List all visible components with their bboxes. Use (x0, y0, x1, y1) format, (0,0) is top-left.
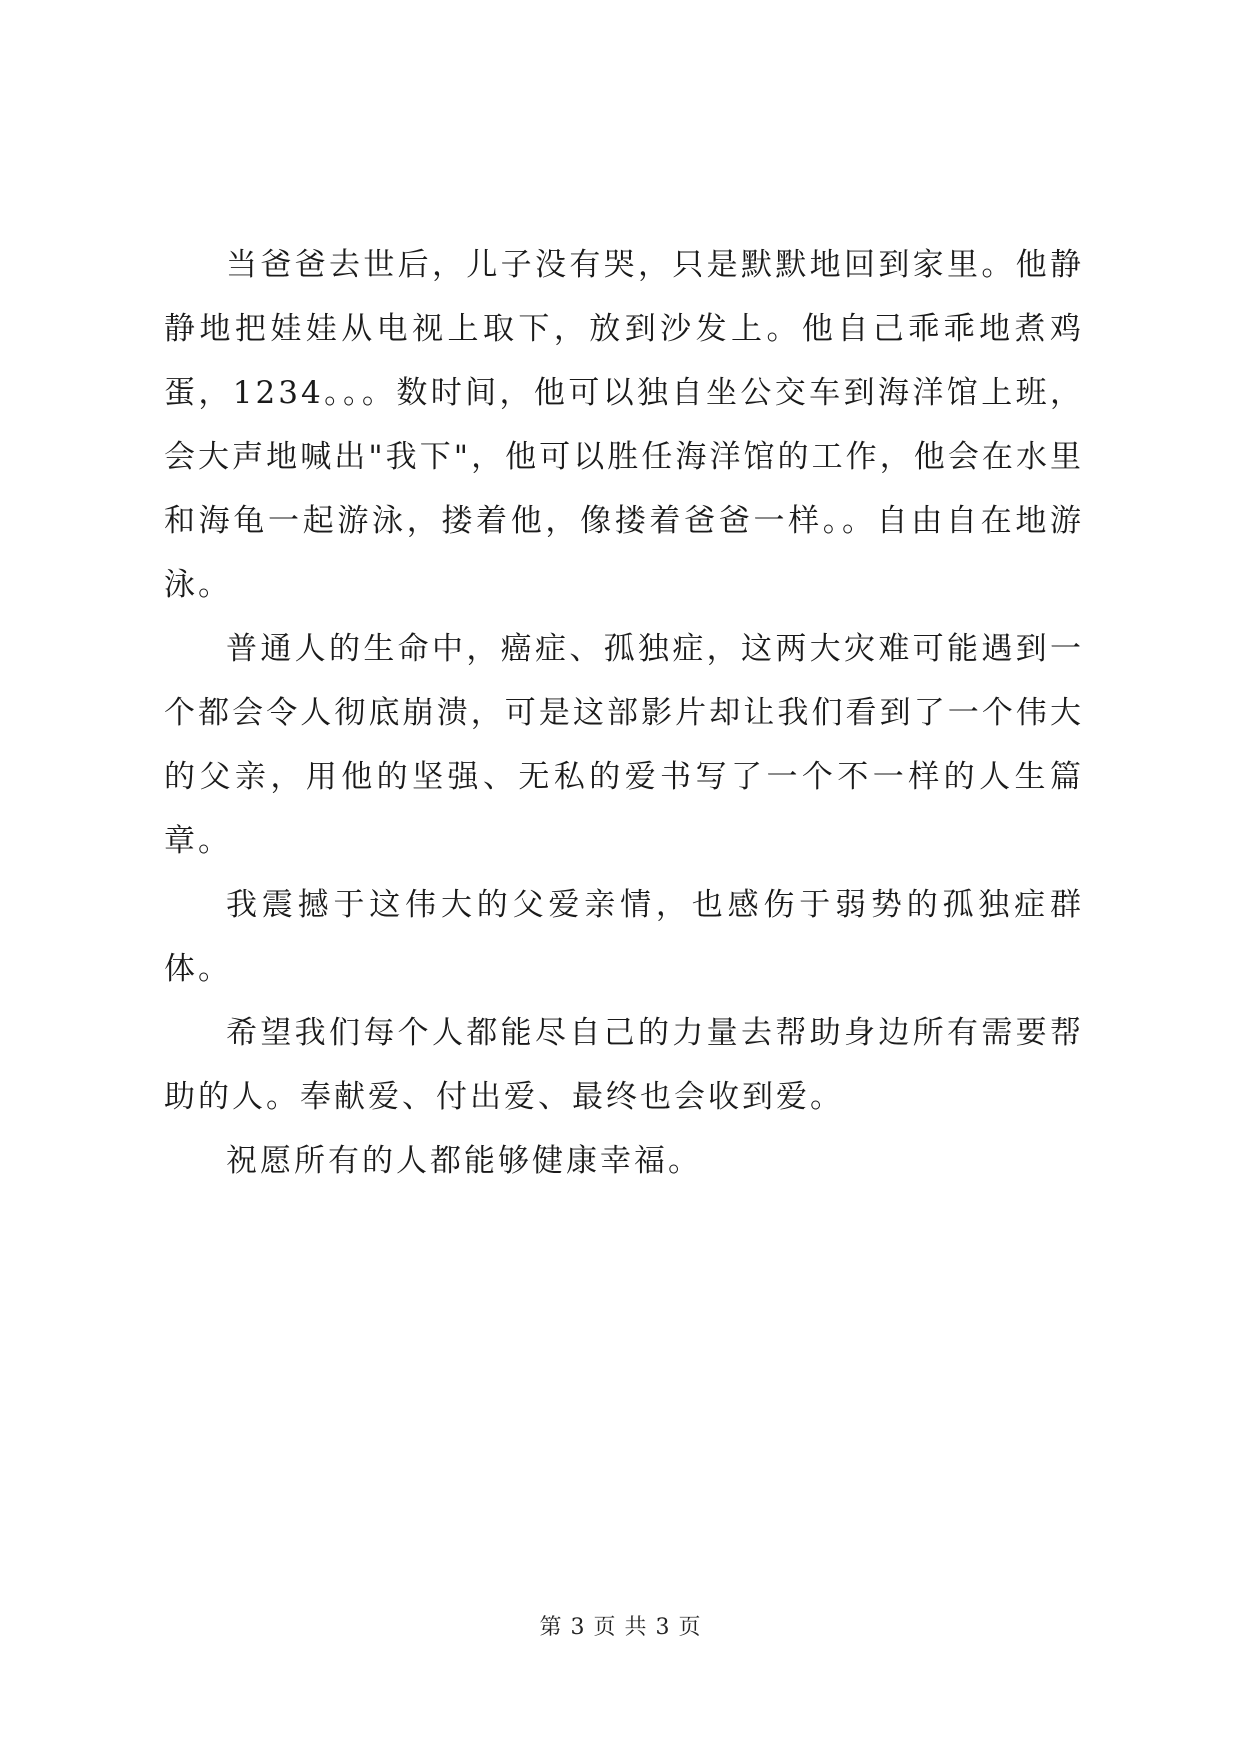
paragraph-1: 当爸爸去世后，儿子没有哭，只是默默地回到家里。他静静地把娃娃从电视上取下，放到沙发上。他自己乖乖地煮鸡蛋，1234。。。数时间，他可以独自坐公交车到海洋馆上班，会大声地喊出"我下"，他可以胜任海洋馆的工作，他会在水里和海龟一起游泳，搂着他，像搂着爸爸一样。。自由自在地游泳。 (164, 247, 1084, 603)
paragraph-4: 希望我们每个人都能尽自己的力量去帮助身边所有需要帮助的人。奉献爱、付出爱、最终也会收到爱。 (164, 1015, 1084, 1115)
paragraph-2: 普通人的生命中，癌症、孤独症，这两大灾难可能遇到一个都会令人彻底崩溃，可是这部影片却让我们看到了一个伟大的父亲，用他的坚强、无私的爱书写了一个不一样的人生篇章。 (164, 631, 1084, 859)
paragraph-5: 祝愿所有的人都能够健康幸福。 (226, 1143, 702, 1179)
paragraph-3: 我震撼于这伟大的父爱亲情，也感伤于弱势的孤独症群体。 (164, 887, 1084, 987)
document-body (164, 233, 1084, 1193)
page-footer: 第 3 页 共 3 页 (539, 1615, 702, 1640)
